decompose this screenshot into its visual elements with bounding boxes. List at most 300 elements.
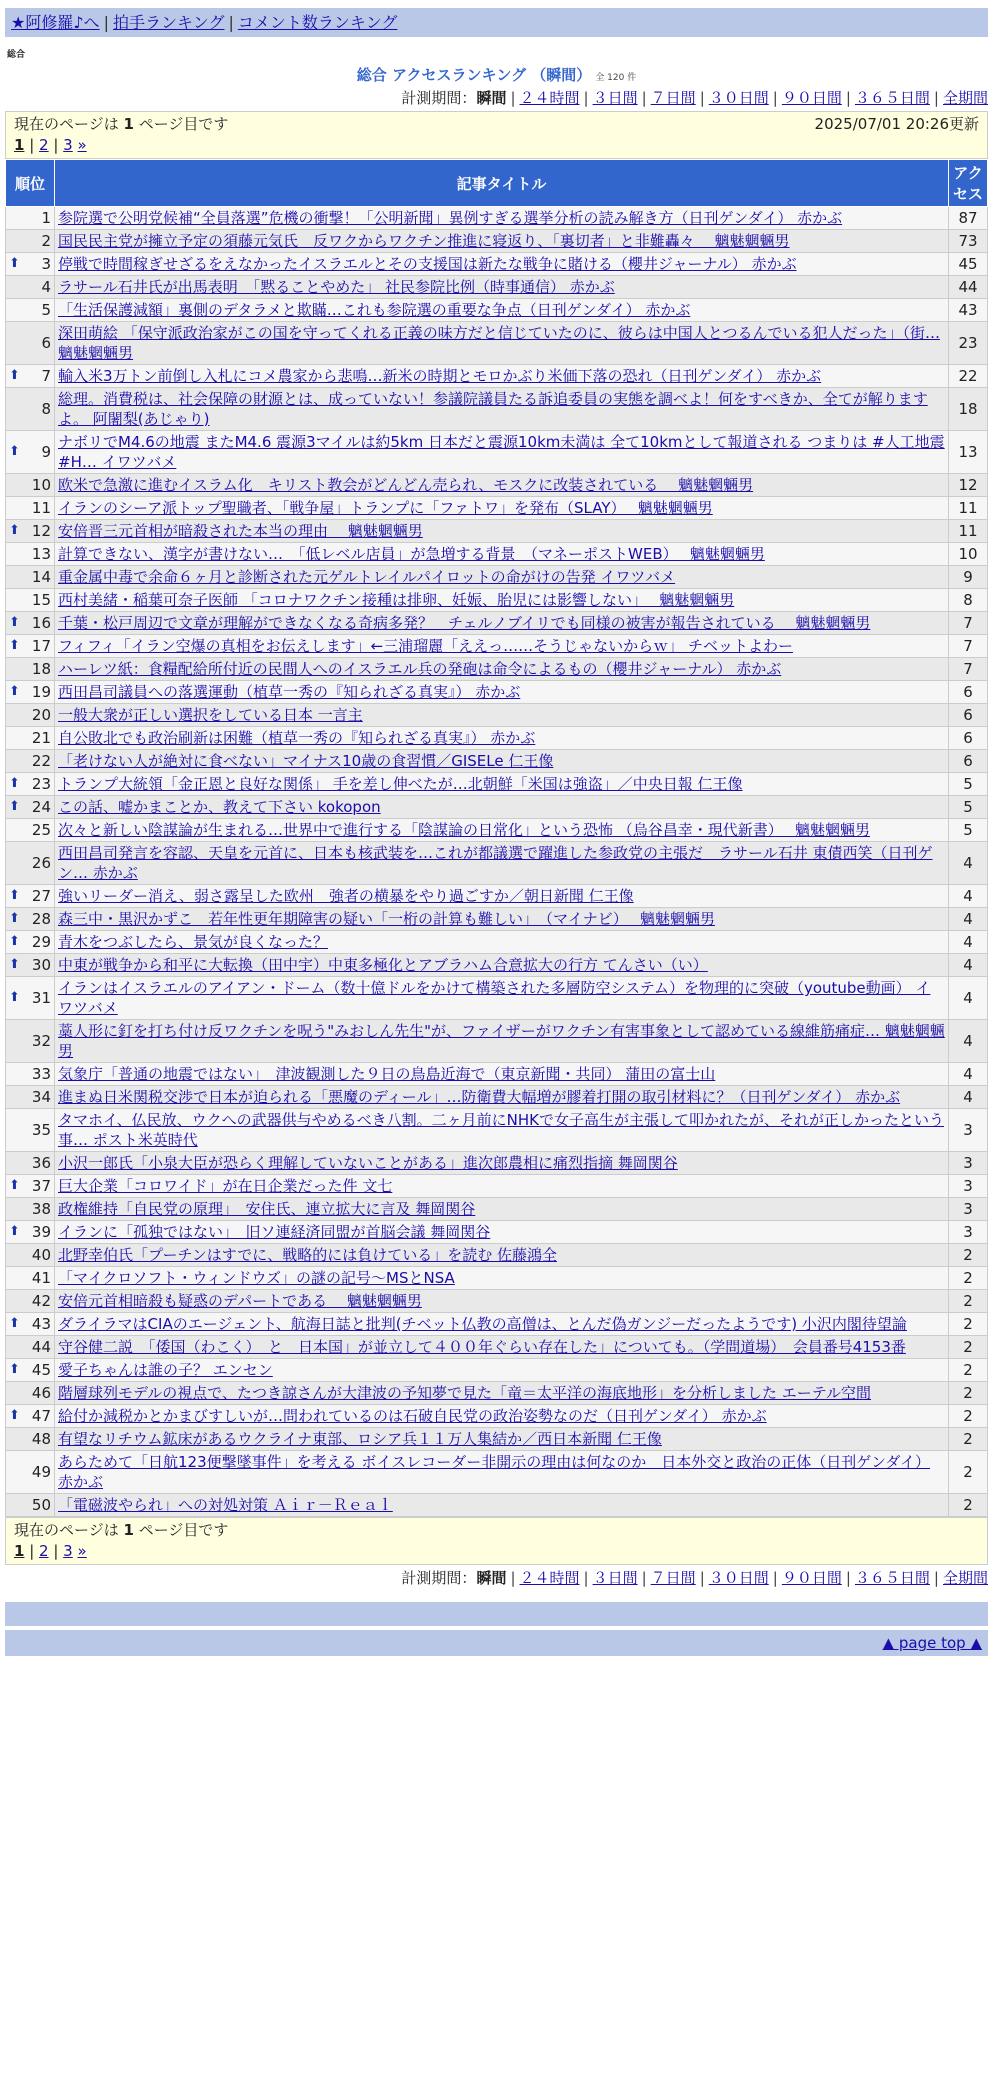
article-link[interactable]: 愛子ちゃんは誰の子？ エンセン bbox=[58, 1361, 273, 1379]
article-link[interactable]: 停戦で時間稼ぎせざるをえなかったイスラエルとその支援国は新たな戦争に賭ける（櫻井ジャーナル） 赤かぶ bbox=[58, 255, 797, 273]
rank-number: 24 bbox=[31, 798, 51, 816]
table-row bbox=[6, 819, 988, 842]
table-row bbox=[6, 1267, 988, 1290]
table-row bbox=[6, 658, 988, 681]
period-separator: | bbox=[699, 1569, 705, 1587]
table-row bbox=[6, 1152, 988, 1175]
rank-cell bbox=[6, 1109, 55, 1152]
article-link[interactable]: 輸入米3万トン前倒し入札にコメ農家から悲鳴…新米の時期とモロかぶり米価下落の恐れ（日刊ゲンダイ） 赤かぶ bbox=[58, 367, 822, 385]
title-cell bbox=[55, 1221, 949, 1244]
article-link[interactable]: 強いリーダー消え、弱さ露呈した欧州 強者の横暴をやり過ごすか／朝日新聞 仁王像 bbox=[58, 887, 634, 905]
period-label: 計測期間： bbox=[401, 89, 477, 107]
period-option-link[interactable]: ７日間 bbox=[650, 1569, 696, 1587]
rank-number: 23 bbox=[31, 775, 51, 793]
rank-number: 34 bbox=[31, 1088, 51, 1106]
rank-number: 13 bbox=[31, 545, 51, 563]
article-link[interactable]: ダライラマはCIAのエージェント、航海日誌と批判(チベット仏教の高僧は、とんだ偽ガンジーだったようです) 小沢内閣待望論 bbox=[58, 1315, 907, 1333]
rank-number: 43 bbox=[31, 1315, 51, 1333]
rank-cell bbox=[6, 299, 55, 322]
article-link[interactable]: この話、嘘かまことか、教えて下さい kokopon bbox=[58, 798, 381, 816]
article-link[interactable]: 「マイクロソフト・ウィンドウズ」の謎の記号～MSとNSA bbox=[58, 1269, 455, 1287]
rank-cell bbox=[6, 1428, 55, 1451]
title-cell bbox=[55, 819, 949, 842]
rank-cell bbox=[6, 388, 55, 431]
article-link[interactable]: あらためて「日航123便撃墜事件」を考える ボイスレコーダー非開示の理由は何なのか 日本外交と政治の正体（日刊ゲンダイ） 赤かぶ bbox=[58, 1453, 931, 1491]
period-separator: | bbox=[772, 1569, 778, 1587]
rank-number: 33 bbox=[31, 1065, 51, 1083]
next-page-link[interactable]: » bbox=[77, 136, 87, 154]
rank-number: 39 bbox=[31, 1223, 51, 1241]
rank-cell bbox=[6, 1152, 55, 1175]
up-arrow-icon: ⬆ bbox=[9, 934, 20, 949]
rank-number: 15 bbox=[31, 591, 51, 609]
article-link[interactable]: トランプ大統領「金正恩と良好な関係」 手を差し伸べたが…北朝鮮「米国は強盗」／中央日報 仁王像 bbox=[58, 775, 743, 793]
article-link[interactable]: 階層球列モデルの視点で、たつき諒さんが大津波の予知夢で見た「竜＝太平洋の海底地形」を分析しました エーテル空間 bbox=[58, 1384, 871, 1402]
period-separator: | bbox=[933, 1569, 939, 1587]
rank-number: 30 bbox=[31, 956, 51, 974]
access-count: 5 bbox=[949, 773, 988, 796]
rank-number: 2 bbox=[41, 232, 51, 250]
table-row bbox=[6, 1428, 988, 1451]
rank-cell bbox=[6, 207, 55, 230]
table-row bbox=[6, 1086, 988, 1109]
page-status: 現在のページは 1 ページ目です bbox=[14, 1521, 229, 1539]
article-link[interactable]: 政権維持「自民党の原理」 安住氏、連立拡大に言及 舞岡関谷 bbox=[58, 1200, 476, 1218]
table-row bbox=[6, 1020, 988, 1063]
access-count: 43 bbox=[949, 299, 988, 322]
period-option-link[interactable]: ９０日間 bbox=[781, 89, 842, 107]
period-option-link[interactable]: ７日間 bbox=[650, 89, 696, 107]
rank-cell bbox=[6, 230, 55, 253]
access-count: 3 bbox=[949, 1198, 988, 1221]
rank-cell bbox=[6, 1198, 55, 1221]
period-separator: | bbox=[641, 89, 647, 107]
article-link[interactable]: 「生活保護減額」裏側のデタラメと欺瞞…これも参院選の重要な争点（日刊ゲンダイ） 赤かぶ bbox=[58, 301, 691, 319]
table-row bbox=[6, 977, 988, 1020]
up-arrow-icon: ⬆ bbox=[9, 523, 20, 538]
access-count: 6 bbox=[949, 750, 988, 773]
period-separator: | bbox=[641, 1569, 647, 1587]
title-cell bbox=[55, 1290, 949, 1313]
up-arrow-icon: ⬆ bbox=[9, 957, 20, 972]
title-cell bbox=[55, 635, 949, 658]
period-option-link[interactable]: ２４時間 bbox=[519, 1569, 580, 1587]
table-row bbox=[6, 230, 988, 253]
up-arrow-icon: ⬆ bbox=[9, 799, 20, 814]
table-row bbox=[6, 1405, 988, 1428]
table-row bbox=[6, 207, 988, 230]
access-count: 5 bbox=[949, 796, 988, 819]
article-link[interactable]: フィフィ「イラン空爆の真相をお伝えします」←三浦瑠麗「ええっ……そうじゃないからｗ」 チベットよわー bbox=[58, 637, 793, 655]
rank-number: 5 bbox=[41, 301, 51, 319]
article-link[interactable]: 給付か減税かとかまびすしいが…問われているのは石破自民党の政治姿勢なのだ（日刊ゲンダイ） 赤かぶ bbox=[58, 1407, 767, 1425]
next-page-link[interactable]: » bbox=[77, 1542, 87, 1560]
article-link[interactable]: 次々と新しい陰謀論が生まれる…世界中で進行する「陰謀論の日常化」という恐怖 （烏谷昌幸・現代新書） 魑魅魍魎男 bbox=[58, 821, 871, 839]
page-top-link[interactable]: ▲ page top ▲ bbox=[882, 1634, 982, 1652]
article-link[interactable]: 青木をつぶしたら、景気が良くなった？ bbox=[58, 933, 329, 951]
table-row bbox=[6, 635, 988, 658]
period-option-link[interactable]: 全期間 bbox=[942, 1569, 988, 1587]
access-count: 2 bbox=[949, 1267, 988, 1290]
table-row bbox=[6, 253, 988, 276]
rank-cell bbox=[6, 1382, 55, 1405]
rank-number: 25 bbox=[31, 821, 51, 839]
period-current: 瞬間 bbox=[476, 89, 507, 107]
rank-cell bbox=[6, 1359, 55, 1382]
period-separator: | bbox=[933, 89, 939, 107]
table-row bbox=[6, 885, 988, 908]
article-link[interactable]: 藁人形に釘を打ち付け反ワクチンを呪う"みおしん先生"が、ファイザーがワクチン有害事象として認めている線維筋痛症… 魑魅魍魎男 bbox=[58, 1022, 945, 1060]
rank-number: 50 bbox=[31, 1496, 51, 1514]
table-row bbox=[6, 931, 988, 954]
title-cell bbox=[55, 299, 949, 322]
page-status: 現在のページは 1 ページ目です bbox=[14, 115, 229, 133]
rank-number: 21 bbox=[31, 729, 51, 747]
rank-number: 26 bbox=[31, 854, 51, 872]
rank-number: 42 bbox=[31, 1292, 51, 1310]
page-link[interactable]: 3 bbox=[63, 1542, 73, 1560]
page-link[interactable]: 3 bbox=[63, 136, 73, 154]
title-cell bbox=[55, 658, 949, 681]
access-count: 2 bbox=[949, 1494, 988, 1517]
access-count: 7 bbox=[949, 635, 988, 658]
access-count: 13 bbox=[949, 431, 988, 474]
rank-cell bbox=[6, 1451, 55, 1494]
up-arrow-icon: ⬆ bbox=[9, 776, 20, 791]
article-link[interactable]: 深田萌絵 「保守派政治家がこの国を守ってくれる正義の味方だと信じていたのに、彼らは中国人とつるんでいる犯人だった」（街… 魑魅魍魎男 bbox=[58, 324, 940, 362]
article-link[interactable]: 「電磁波やられ」への対処対策 Ａｉｒ－Ｒｅａｌ bbox=[58, 1496, 393, 1514]
article-link[interactable]: 西村美緒・稲葉可奈子医師 「コロナワクチン接種は排卵、妊娠、胎児には影響しない」 魑魅魍魎男 bbox=[58, 591, 735, 609]
title-cell bbox=[55, 727, 949, 750]
rank-cell bbox=[6, 1086, 55, 1109]
up-arrow-icon: ⬆ bbox=[9, 1178, 20, 1193]
title-cell bbox=[55, 1494, 949, 1517]
top-nav bbox=[5, 8, 988, 37]
title-cell bbox=[55, 612, 949, 635]
period-separator: | bbox=[583, 1569, 589, 1587]
updated-time: 2025/07/01 20:26更新 bbox=[814, 115, 979, 133]
article-link[interactable]: 森三中・黒沢かずこ 若年性更年期障害の疑い「一桁の計算も難しい」 （マイナビ） 魑魅魍魎男 bbox=[58, 910, 715, 928]
rank-number: 9 bbox=[41, 443, 51, 461]
table-row bbox=[6, 1109, 988, 1152]
rank-cell bbox=[6, 589, 55, 612]
article-link[interactable]: 参院選で公明党候補“全員落選”危機の衝撃！「公明新聞」異例すぎる選挙分析の読み解き方（日刊ゲンダイ） 赤かぶ bbox=[58, 209, 843, 227]
applause-ranking-link[interactable]: 拍手ランキング bbox=[112, 13, 225, 32]
rank-number: 12 bbox=[31, 522, 51, 540]
page-separator: | bbox=[48, 136, 64, 154]
rank-cell bbox=[6, 276, 55, 299]
rank-cell bbox=[6, 1244, 55, 1267]
rank-number: 40 bbox=[31, 1246, 51, 1264]
table-row bbox=[6, 589, 988, 612]
access-count: 44 bbox=[949, 276, 988, 299]
period-option-link[interactable]: ２４時間 bbox=[519, 89, 580, 107]
rank-number: 45 bbox=[31, 1361, 51, 1379]
period-separator: | bbox=[772, 89, 778, 107]
period-selector bbox=[5, 87, 988, 108]
rank-cell bbox=[6, 612, 55, 635]
access-count: 3 bbox=[949, 1221, 988, 1244]
title-cell bbox=[55, 704, 949, 727]
period-option-link[interactable]: ９０日間 bbox=[781, 1569, 842, 1587]
rank-number: 16 bbox=[31, 614, 51, 632]
title-cell bbox=[55, 773, 949, 796]
rank-number: 38 bbox=[31, 1200, 51, 1218]
access-count: 12 bbox=[949, 474, 988, 497]
table-row bbox=[6, 954, 988, 977]
comment-ranking-link[interactable]: コメント数ランキング bbox=[237, 13, 398, 32]
rank-number: 47 bbox=[31, 1407, 51, 1425]
title-cell bbox=[55, 1063, 949, 1086]
title-cell bbox=[55, 1175, 949, 1198]
table-row bbox=[6, 612, 988, 635]
article-link[interactable]: 一般大衆が正しい選択をしている日本 一言主 bbox=[58, 706, 363, 724]
up-arrow-icon: ⬆ bbox=[9, 638, 20, 653]
article-link[interactable]: 有望なリチウム鉱床があるウクライナ東部、ロシア兵１１万人集結か／西日本新聞 仁王像 bbox=[58, 1430, 662, 1448]
period-option-link[interactable]: ３６５日間 bbox=[854, 1569, 930, 1587]
article-link[interactable]: 守谷健二説 「倭国（わこく） と 日本国」が並立して４００年ぐらい存在した」についても。（学問道場） 会員番号4153番 bbox=[58, 1338, 906, 1356]
rank-number: 35 bbox=[31, 1121, 51, 1139]
article-link[interactable]: 重金属中毒で余命６ヶ月と診断された元ゲルトレイルパイロットの命がけの告発 イワツバメ bbox=[58, 568, 676, 586]
title-cell bbox=[55, 474, 949, 497]
title-cell bbox=[55, 681, 949, 704]
page-info-box bbox=[5, 111, 988, 159]
rank-number: 31 bbox=[31, 989, 51, 1007]
title-cell bbox=[55, 1244, 949, 1267]
rank-number: 10 bbox=[31, 476, 51, 494]
period-label: 計測期間： bbox=[401, 1569, 477, 1587]
table-header-row bbox=[6, 160, 988, 207]
table-row bbox=[6, 908, 988, 931]
rank-number: 28 bbox=[31, 910, 51, 928]
period-option-link[interactable]: 全期間 bbox=[942, 89, 988, 107]
period-option-link[interactable]: ３０日間 bbox=[708, 1569, 769, 1587]
table-row bbox=[6, 497, 988, 520]
title-cell bbox=[55, 1198, 949, 1221]
article-link[interactable]: ナボリでM4.6の地震 またM4.6 震源3マイルは約5km 日本だと震源10km未満は 全て10kmとして報道される つまりは #人工地震 #H… イワツバメ bbox=[58, 433, 945, 471]
access-count: 87 bbox=[949, 207, 988, 230]
access-count: 23 bbox=[949, 322, 988, 365]
up-arrow-icon: ⬆ bbox=[9, 888, 20, 903]
article-link[interactable]: 千葉・松戸周辺で文章が理解ができなくなる奇病多発？ チェルノブイリでも同様の被害が報告されている 魑魅魍魎男 bbox=[58, 614, 871, 632]
rank-number: 18 bbox=[31, 660, 51, 678]
rank-cell bbox=[6, 773, 55, 796]
title-cell bbox=[55, 1428, 949, 1451]
table-row bbox=[6, 1336, 988, 1359]
title-cell bbox=[55, 750, 949, 773]
table-row bbox=[6, 1313, 988, 1336]
access-count: 3 bbox=[949, 1152, 988, 1175]
rank-cell bbox=[6, 1221, 55, 1244]
title-cell bbox=[55, 1359, 949, 1382]
access-count: 8 bbox=[949, 589, 988, 612]
table-row bbox=[6, 1198, 988, 1221]
access-count: 10 bbox=[949, 543, 988, 566]
rank-cell bbox=[6, 954, 55, 977]
pagination-bottom bbox=[14, 1541, 979, 1562]
title-cell bbox=[55, 1405, 949, 1428]
period-separator: | bbox=[510, 89, 516, 107]
table-row bbox=[6, 750, 988, 773]
rank-cell bbox=[6, 1290, 55, 1313]
title-cell bbox=[55, 1086, 949, 1109]
article-link[interactable]: 自公敗北でも政治刷新は困難（植草一秀の『知られざる真実』） 赤かぶ bbox=[58, 729, 536, 747]
up-arrow-icon: ⬆ bbox=[9, 1362, 20, 1377]
title-cell bbox=[55, 566, 949, 589]
article-link[interactable]: 北野幸伯氏「プーチンはすでに、戦略的には負けている」を読む 佐藤鴻全 bbox=[58, 1246, 558, 1264]
rank-number: 4 bbox=[41, 278, 51, 296]
up-arrow-icon: ⬆ bbox=[9, 1316, 20, 1331]
article-link[interactable]: 計算できない、漢字が書けない… 「低レベル店員」が急増する背景 （マネーポストWEB） 魑魅魍魎男 bbox=[58, 545, 765, 563]
title-cell bbox=[55, 589, 949, 612]
title-cell bbox=[55, 322, 949, 365]
page-current: 1 bbox=[14, 136, 25, 154]
site-home-link[interactable]: ★阿修羅♪へ bbox=[11, 13, 100, 32]
rank-cell bbox=[6, 365, 55, 388]
article-link[interactable]: 巨大企業「コロワイド」が在日企業だった件 文七 bbox=[58, 1177, 393, 1195]
rank-cell bbox=[6, 1494, 55, 1517]
title-cell bbox=[55, 1020, 949, 1063]
article-link[interactable]: 進まぬ日米関税交渉で日本が迫られる「悪魔のディール」…防衛費大幅増が膠着打開の取引材料に？（日刊ゲンダイ） 赤かぶ bbox=[58, 1088, 901, 1106]
table-row bbox=[6, 1494, 988, 1517]
title-cell bbox=[55, 977, 949, 1020]
access-count: 4 bbox=[949, 977, 988, 1020]
rank-cell bbox=[6, 658, 55, 681]
rank-cell bbox=[6, 322, 55, 365]
title-cell bbox=[55, 276, 949, 299]
access-count: 9 bbox=[949, 566, 988, 589]
period-separator: | bbox=[845, 1569, 851, 1587]
footer-bar bbox=[5, 1602, 988, 1626]
article-link[interactable]: 「老けない人が絶対に食べない」マイナス10歳の食習慣／GISELe 仁王像 bbox=[58, 752, 554, 770]
article-link[interactable]: ラサール石井氏が出馬表明 「黙ることやめた」 社民参院比例（時事通信） 赤かぶ bbox=[58, 278, 615, 296]
period-option-link[interactable]: ３０日間 bbox=[708, 89, 769, 107]
access-count: 3 bbox=[949, 1175, 988, 1198]
rank-cell bbox=[6, 819, 55, 842]
table-row bbox=[6, 1382, 988, 1405]
period-option-link[interactable]: ３日間 bbox=[592, 1569, 638, 1587]
article-link[interactable]: 安倍元首相暗殺も疑惑のデパートである 魑魅魍魎男 bbox=[58, 1292, 422, 1310]
period-option-link[interactable]: ３６５日間 bbox=[854, 89, 930, 107]
rank-number: 19 bbox=[31, 683, 51, 701]
rank-cell bbox=[6, 727, 55, 750]
period-separator: | bbox=[845, 89, 851, 107]
table-row bbox=[6, 299, 988, 322]
table-row bbox=[6, 1221, 988, 1244]
article-link[interactable]: イランはイスラエルのアイアン・ドーム（数十億ドルをかけて構築された多層防空システム）を物理的に突破（youtube動画） イワツバメ bbox=[58, 979, 931, 1017]
title-cell bbox=[55, 931, 949, 954]
title-cell bbox=[55, 497, 949, 520]
article-link[interactable]: イランのシーア派トップ聖職者、「戦争屋」トランプに「ファトワ」を発布（SLAY） 魑魅魍魎男 bbox=[58, 499, 713, 517]
nav-separator: | bbox=[228, 13, 234, 32]
article-link[interactable]: 西田昌司議員への落選運動（植草一秀の『知られざる真実』） 赤かぶ bbox=[58, 683, 521, 701]
rank-cell bbox=[6, 543, 55, 566]
article-link[interactable]: 安倍晋三元首相が暗殺された本当の理由 魑魅魍魎男 bbox=[58, 522, 423, 540]
period-option-link[interactable]: ３日間 bbox=[592, 89, 638, 107]
period-current: 瞬間 bbox=[476, 1569, 507, 1587]
rank-cell bbox=[6, 474, 55, 497]
article-link[interactable]: 気象庁「普通の地震ではない」 津波観測した９日の鳥島近海で（東京新聞・共同） 蒲田の富士山 bbox=[58, 1065, 716, 1083]
access-count: 4 bbox=[949, 931, 988, 954]
rank-cell bbox=[6, 750, 55, 773]
page-title-row bbox=[5, 64, 988, 85]
title-cell bbox=[55, 842, 949, 885]
access-count: 3 bbox=[949, 1109, 988, 1152]
rank-number: 14 bbox=[31, 568, 51, 586]
rank-number: 29 bbox=[31, 933, 51, 951]
table-row bbox=[6, 796, 988, 819]
table-row bbox=[6, 1175, 988, 1198]
title-cell bbox=[55, 1109, 949, 1152]
article-link[interactable]: 西田昌司発言を容認、天皇を元首に、日本も核武装を…これが都議選で躍進した参政党の主張だ ラサール石井 東債西笑（日刊ゲン… 赤かぶ bbox=[58, 844, 933, 882]
rank-cell bbox=[6, 1405, 55, 1428]
access-count: 4 bbox=[949, 1020, 988, 1063]
rank-cell bbox=[6, 885, 55, 908]
article-link[interactable]: 中東が戦争から和平に大転換（田中宇）中東多極化とアブラハム合意拡大の行方 てんさい（い） bbox=[58, 956, 708, 974]
article-link[interactable]: タマホイ、仏民放、ウクへの武器供与やめるべき八割。二ヶ月前にNHKで女子高生が主張して叩かれたが、それが正しかったという事… ポスト米英時代 bbox=[58, 1111, 944, 1149]
access-count: 2 bbox=[949, 1244, 988, 1267]
table-row bbox=[6, 431, 988, 474]
table-row bbox=[6, 1063, 988, 1086]
rank-number: 44 bbox=[31, 1338, 51, 1356]
up-arrow-icon: ⬆ bbox=[9, 1224, 20, 1239]
period-separator: | bbox=[699, 89, 705, 107]
rank-number: 49 bbox=[31, 1463, 51, 1481]
page-top-bar bbox=[5, 1630, 988, 1656]
access-count: 2 bbox=[949, 1359, 988, 1382]
access-count: 2 bbox=[949, 1290, 988, 1313]
rank-number: 20 bbox=[31, 706, 51, 724]
title-cell bbox=[55, 1313, 949, 1336]
article-link[interactable]: 小沢一郎氏「小泉大臣が恐らく理解していないことがある」進次郎農相に痛烈指摘 舞岡関谷 bbox=[58, 1154, 678, 1172]
access-count: 6 bbox=[949, 681, 988, 704]
article-link[interactable]: イランに「孤独ではない」 旧ソ連経済同盟が首脳会議 舞岡関谷 bbox=[58, 1223, 491, 1241]
article-link[interactable]: 欧米で急激に進むイスラム化 キリスト教会がどんどん売られ、モスクに改装されている 魑魅魍魎男 bbox=[58, 476, 754, 494]
rank-cell bbox=[6, 931, 55, 954]
access-count: 5 bbox=[949, 819, 988, 842]
title-header: 記事タイトル bbox=[55, 160, 949, 207]
article-link[interactable]: ハーレツ紙：食糧配給所付近の民間人へのイスラエル兵の発砲は命令によるもの（櫻井ジャーナル） 赤かぶ bbox=[58, 660, 782, 678]
title-cell bbox=[55, 954, 949, 977]
access-count: 4 bbox=[949, 842, 988, 885]
access-count: 7 bbox=[949, 658, 988, 681]
access-count: 22 bbox=[949, 365, 988, 388]
access-count: 4 bbox=[949, 954, 988, 977]
title-cell bbox=[55, 520, 949, 543]
page-current: 1 bbox=[14, 1542, 25, 1560]
title-cell bbox=[55, 431, 949, 474]
title-cell bbox=[55, 908, 949, 931]
access-count: 18 bbox=[949, 388, 988, 431]
page-link[interactable]: 2 bbox=[39, 136, 49, 154]
rank-number: 32 bbox=[31, 1032, 51, 1050]
access-count: 2 bbox=[949, 1451, 988, 1494]
rank-cell bbox=[6, 977, 55, 1020]
access-count: 7 bbox=[949, 612, 988, 635]
table-row bbox=[6, 474, 988, 497]
page-link[interactable]: 2 bbox=[39, 1542, 49, 1560]
rank-cell bbox=[6, 1020, 55, 1063]
access-count: 4 bbox=[949, 1086, 988, 1109]
article-link[interactable]: 国民民主党が擁立予定の須藤元気氏 反ワクからワクチン推進に寝返り、「裏切者」と非難轟々 魑魅魍魎男 bbox=[58, 232, 790, 250]
article-link[interactable]: 総理。消費税は、社会保障の財源とは、成っていない！参議院議員たる訴追委員の実態を調べよ！何をすべきか、全てが解りますよ。 阿闍梨(あじゃり) bbox=[58, 390, 928, 428]
rank-cell bbox=[6, 1336, 55, 1359]
rank-number: 22 bbox=[31, 752, 51, 770]
rank-number: 11 bbox=[31, 499, 51, 517]
table-row bbox=[6, 1244, 988, 1267]
nav-separator: | bbox=[103, 13, 109, 32]
rank-cell bbox=[6, 497, 55, 520]
